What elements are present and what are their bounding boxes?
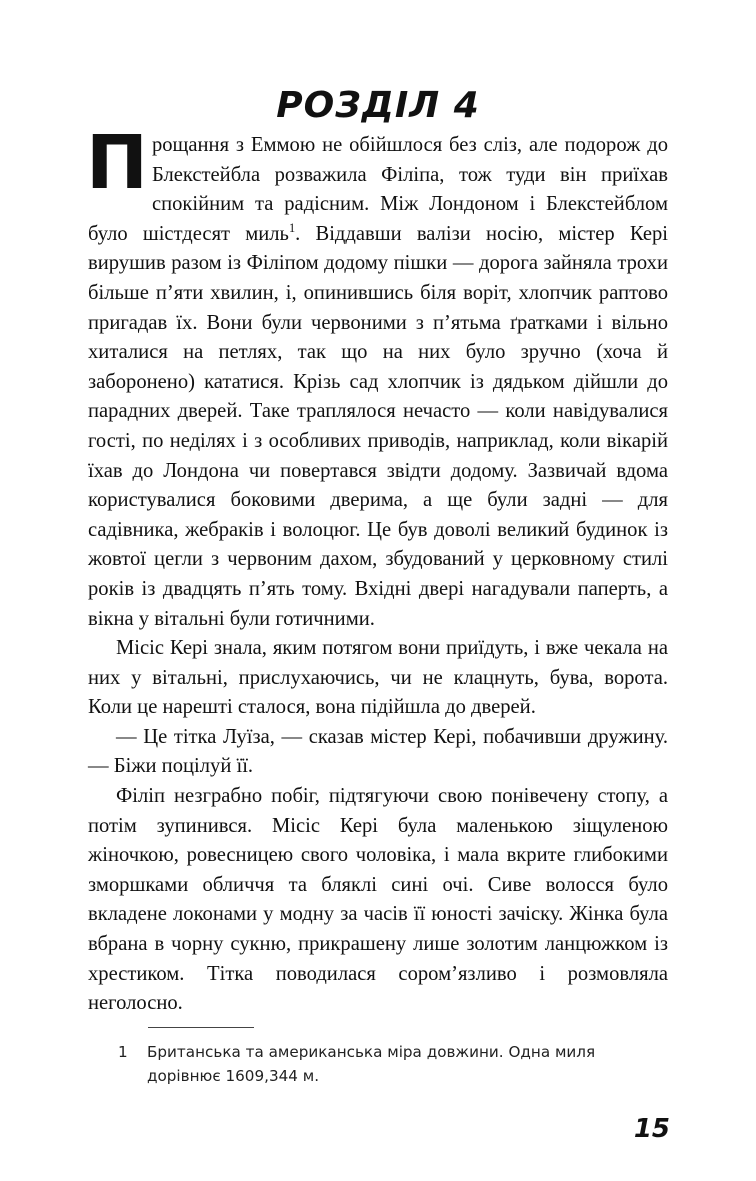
page-number: 15 <box>633 1114 670 1144</box>
footnote-number: 1 <box>118 1043 128 1061</box>
paragraph-4: Філіп незграбно побіг, підтягуючи свою понівечену стопу, а потім зупинився. Місіс Кері була маленькою зіщуленою жіночкою, ровесницею свого чоловіка, і мала вкрите глибокими зморшками обличчя та бляклі сині очі. Сиве волосся було вкладене локонами у модну за часів її юності зачіску. Жінка була вбрана в чорну сукню, прикрашену лише золотим ланцюжком із хрестиком. Тітка поводилася сором’язливо і розмовляла неголосно. <box>88 785 668 1015</box>
footnote <box>118 1040 670 1088</box>
paragraph-3: — Це тітка Луїза, — сказав містер Кері, побачивши дружину. — Біжи поцілуй її. <box>88 725 668 778</box>
paragraph-1-text: рощання з Еммою не обійшлося без сліз, але подорож до Блекстейбла розважила Філіпа, тож туди він приїхав спокійним та радісним. Між Лондоном і Блекстейблом було шістдесят миль <box>88 134 668 245</box>
paragraph-1 <box>86 120 668 634</box>
footnote-text: Британська та американська міра довжини. Одна миля дорівнює 1609,344 м. <box>147 1043 596 1085</box>
drop-cap: П <box>86 120 148 206</box>
footnote-reference: 1 <box>288 220 296 235</box>
paragraph-2: Місіс Кері знала, яким потягом вони приїдуть, і вже чекала на них у вітальні, прислухаючись, чи не клацнуть, бува, ворота. Коли це нарешті сталося, вона підійшла до дверей. <box>88 637 668 719</box>
footnote-divider <box>148 1027 254 1028</box>
body-text <box>86 120 668 1019</box>
chapter-title: РОЗДІЛ 4 <box>276 85 480 126</box>
paragraph-1-text-continued: . Віддавши валізи носію, містер Кері вирушив разом із Філіпом додому пішки — дорога зайняла трохи більше п’яти хвилин, і, опинившись біля воріт, хлопчик раптово пригадав їх. Вони були червоними з п’ятьма ґратками і вільно хиталися на петлях, так що на них було зручно (хоча й заборонено) кататися. Крізь сад хлопчик із дядьком дійшли до парадних дверей. Таке траплялося нечасто — коли навідувалися гості, по неділях і з особливих приводів, наприклад, коли вікарій їхав до Лондона чи повертався звідти додому. Зазвичай вдома користувалися боковими дверима, а ще були задні — для садівника, жебраків і волоцюг. Це був доволі великий будинок із жовтої цегли з червоним дахом, збудований у церковному стилі років із двадцять п’ять тому. Вхідні двері нагадували паперть, а вікна у вітальні були готичними. <box>88 222 668 630</box>
